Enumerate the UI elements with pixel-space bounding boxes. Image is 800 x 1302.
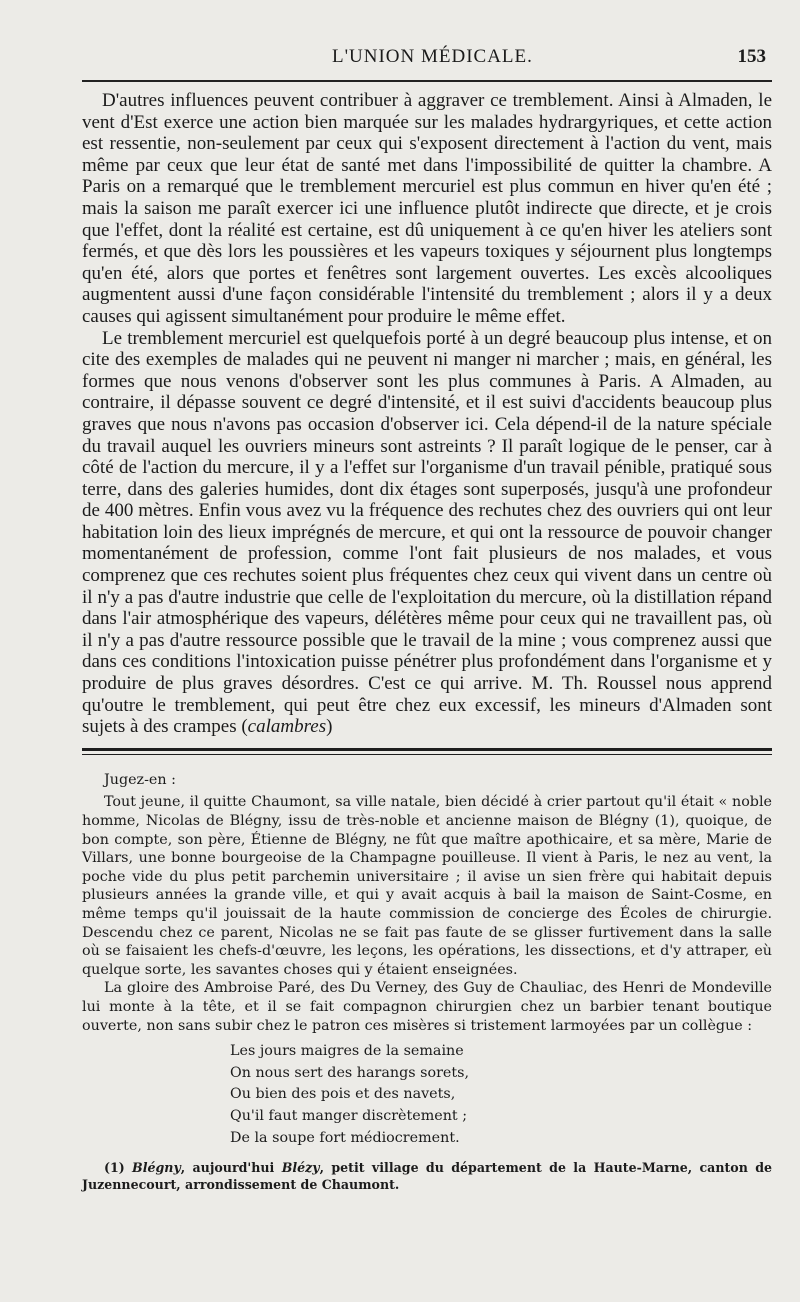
verse-line: On nous sert des harangs sorets,	[230, 1064, 469, 1081]
footnote-text-2: , petit village du département de la Haute-Marne, canton de Juzennecourt, arrondissement de Chaumont.	[82, 1160, 773, 1193]
verse-line: Qu'il faut manger discrètement ;	[230, 1107, 468, 1124]
running-head	[82, 0, 772, 74]
verse-block	[230, 1041, 772, 1149]
article-paragraph-1: D'autres influences peuvent contribuer à aggraver ce tremblement. Ainsi à Almaden, le vent d'Est exerce une action bien marquée sur les malades hydrargyriques, et cette action est ressentie, non-seulement par ceux qui s'exposent directement à l'action du vent, mais même par ceux que leur état de santé met dans l'impossibilité de quitter la chambre. A Paris on a remarqué que le tremblement mercuriel est plus commun en hiver qu'en été ; mais la saison me paraît exercer ici une influence plutôt indirecte que directe, et je crois que l'effet, dont la réalité est certaine, est dû uniquement à ce qu'en hiver les ateliers sont fermés, et que dès lors les poussières et les vapeurs toxiques y séjournent plus longtemps qu'en été, alors que portes et fenêtres sont largement ouvertes. Les excès alcooliques augmentent aussi d'une façon considérable l'intensité du tremblement ; alors il y a deux causes qui agissent simultanément pour produire le même effet.	[82, 90, 772, 327]
verse-line: De la soupe fort médiocrement.	[230, 1129, 460, 1146]
article-paragraph-2-text: Le tremblement mercuriel est quelquefois porté à un degré beaucoup plus intense, et on cite des exemples de malades qui ne peuvent ni manger ni marcher ; mais, en général, les formes que nous venons d'observer sont les plus communes à Paris. A Almaden, au contraire, il dépasse souvent ce degré d'intensité, et il est suivi d'accidents beaucoup plus graves que nous n'avons pas occasion d'observer ici. Cela dépend-il de la nature spéciale du travail auquel les ouvriers mineurs sont astreints ? Il paraît logique de le penser, car à côté de l'action du mercure, il y a l'effet sur l'organisme d'un travail pénible, pratiqué sous terre, dans des galeries humides, dont dix étages sont superposés, jusqu'à une profondeur de 400 mètres. Enfin vous avez vu la fréquence des rechutes chez des ouvriers qui ont leur habitation loin des lieux imprégnés de mercure, et qui ont la ressource de pouvoir changer momentanément de profession, comme l'ont fait plusieurs de nos malades, et vous comprenez que ces rechutes soient plus fréquentes chez ceux qui vivent dans un centre où il n'y a pas d'autre industrie que celle de l'exploitation du mercure, où la distillation répand dans l'air atmosphérique des vapeurs, délétères même pour ceux qui ne travaillent pas, où il n'y a pas d'autre ressource possible que le travail de la mine ; vous comprenez aussi que dans ces conditions l'intoxication puisse pénétrer plus profondément dans l'organisme et y produire de plus graves désordres. C'est ce qui arrive. M. Th. Roussel nous apprend qu'outre le tremblement, qui peut être chez eux excessif, les mineurs d'Almaden sont sujets à des crampes	[82, 327, 772, 738]
verse-line: Les jours maigres de la semaine	[230, 1043, 464, 1060]
page-number: 153	[737, 46, 766, 67]
footnote-text-1: , aujourd'hui	[180, 1160, 275, 1176]
footnote	[82, 1159, 772, 1193]
header-rule	[82, 80, 772, 82]
main-article	[82, 90, 772, 738]
article-paragraph-2: Le tremblement mercuriel est quelquefois porté à un degré beaucoup plus intense, et on cite des exemples de malades qui ne peuvent ni manger ni marcher ; mais, en général, les formes que nous venons d'observer sont les plus communes à Paris. A Almaden, au contraire, il dépasse souvent ce degré d'intensité, et il est suivi d'accidents beaucoup plus graves que nous n'avons pas occasion d'observer ici. Cela dépend-il de la nature spéciale du travail auquel les ouvriers mineurs sont astreints ? Il paraît logique de le penser, car à côté de l'action du mercure, il y a l'effet sur l'organisme d'un travail pénible, pratiqué sous terre, dans des galeries humides, dont dix étages sont superposés, jusqu'à une profondeur de 400 mètres. Enfin vous avez vu la fréquence des rechutes chez des ouvriers qui ont leur habitation loin des lieux imprégnés de mercure, et qui ont la ressource de pouvoir changer momentanément de profession, comme l'ont fait plusieurs de nos malades, et vous comprenez que ces rechutes soient plus fréquentes chez ceux qui vivent dans un centre où il n'y a pas d'autre industrie que celle de l'exploitation du mercure, où la distillation répand dans l'air atmosphérique des vapeurs, délétères même pour ceux qui ne travaillent pas, où il n'y a pas d'autre ressource possible que le travail de la mine ; vous comprenez aussi que dans ces conditions l'intoxication puisse pénétrer plus profondément dans l'organisme et y produire de plus graves désordres. C'est ce qui arrive. M. Th. Roussel nous apprend qu'outre le tremblement, qui peut être chez eux excessif, les mineurs d'Almaden sont sujets à des crampes (calambres)	[82, 327, 772, 738]
feuilleton-separator	[82, 748, 772, 755]
feuilleton-lead: Jugez-en :	[104, 771, 176, 788]
footnote-name: Blégny	[132, 1160, 181, 1176]
feuilleton-paragraph-2: La gloire des Ambroise Paré, des Du Verney, des Guy de Chauliac, des Henri de Mondeville lui monte à la tête, et il se fait compagnon chirurgien chez un barbier tenant boutique ouverte, non sans subir chez le patron ces misères si tristement larmoyées par un collègue :	[82, 980, 772, 1034]
italic-term: calambres	[247, 716, 327, 738]
verse-line: Ou bien des pois et des navets,	[230, 1086, 456, 1103]
running-title: L'UNION MÉDICALE.	[332, 46, 533, 67]
feuilleton-paragraph-1: Tout jeune, il quitte Chaumont, sa ville natale, bien décidé à crier partout qu'il était « noble homme, Nicolas de Blégny, issu de très-noble et ancienne maison de Blégny (1), quoique, de bon compte, son père, Étienne de Blégny, ne fût que maître apothicaire, et sa mère, Marie de Villars, une bonne bourgeoise de la Champagne pouilleuse. Il vient à Paris, le nez au vent, la poche vide du plus petit parchemin universitaire ; il avise un sien frère qui habitait depuis plusieurs années la grande ville, et qui y avait acquis à bail la maison de Saint-Cosme, en même temps qu'il jouissait de la haute commission de concierge des Écoles de chirurgie. Descendu chez ce parent, Nicolas ne se fait pas faute de se glisser furtivement dans la salle où se faisaient les chefs-d'œuvre, les leçons, les opérations, les dissections, et d'y attraper, eù quelque sorte, les savantes choses qui y étaient enseignées.	[82, 794, 772, 978]
footnote-name-2: Blézy	[281, 1160, 320, 1176]
footnote-marker: (1)	[104, 1160, 125, 1176]
feuilleton	[82, 771, 772, 1194]
